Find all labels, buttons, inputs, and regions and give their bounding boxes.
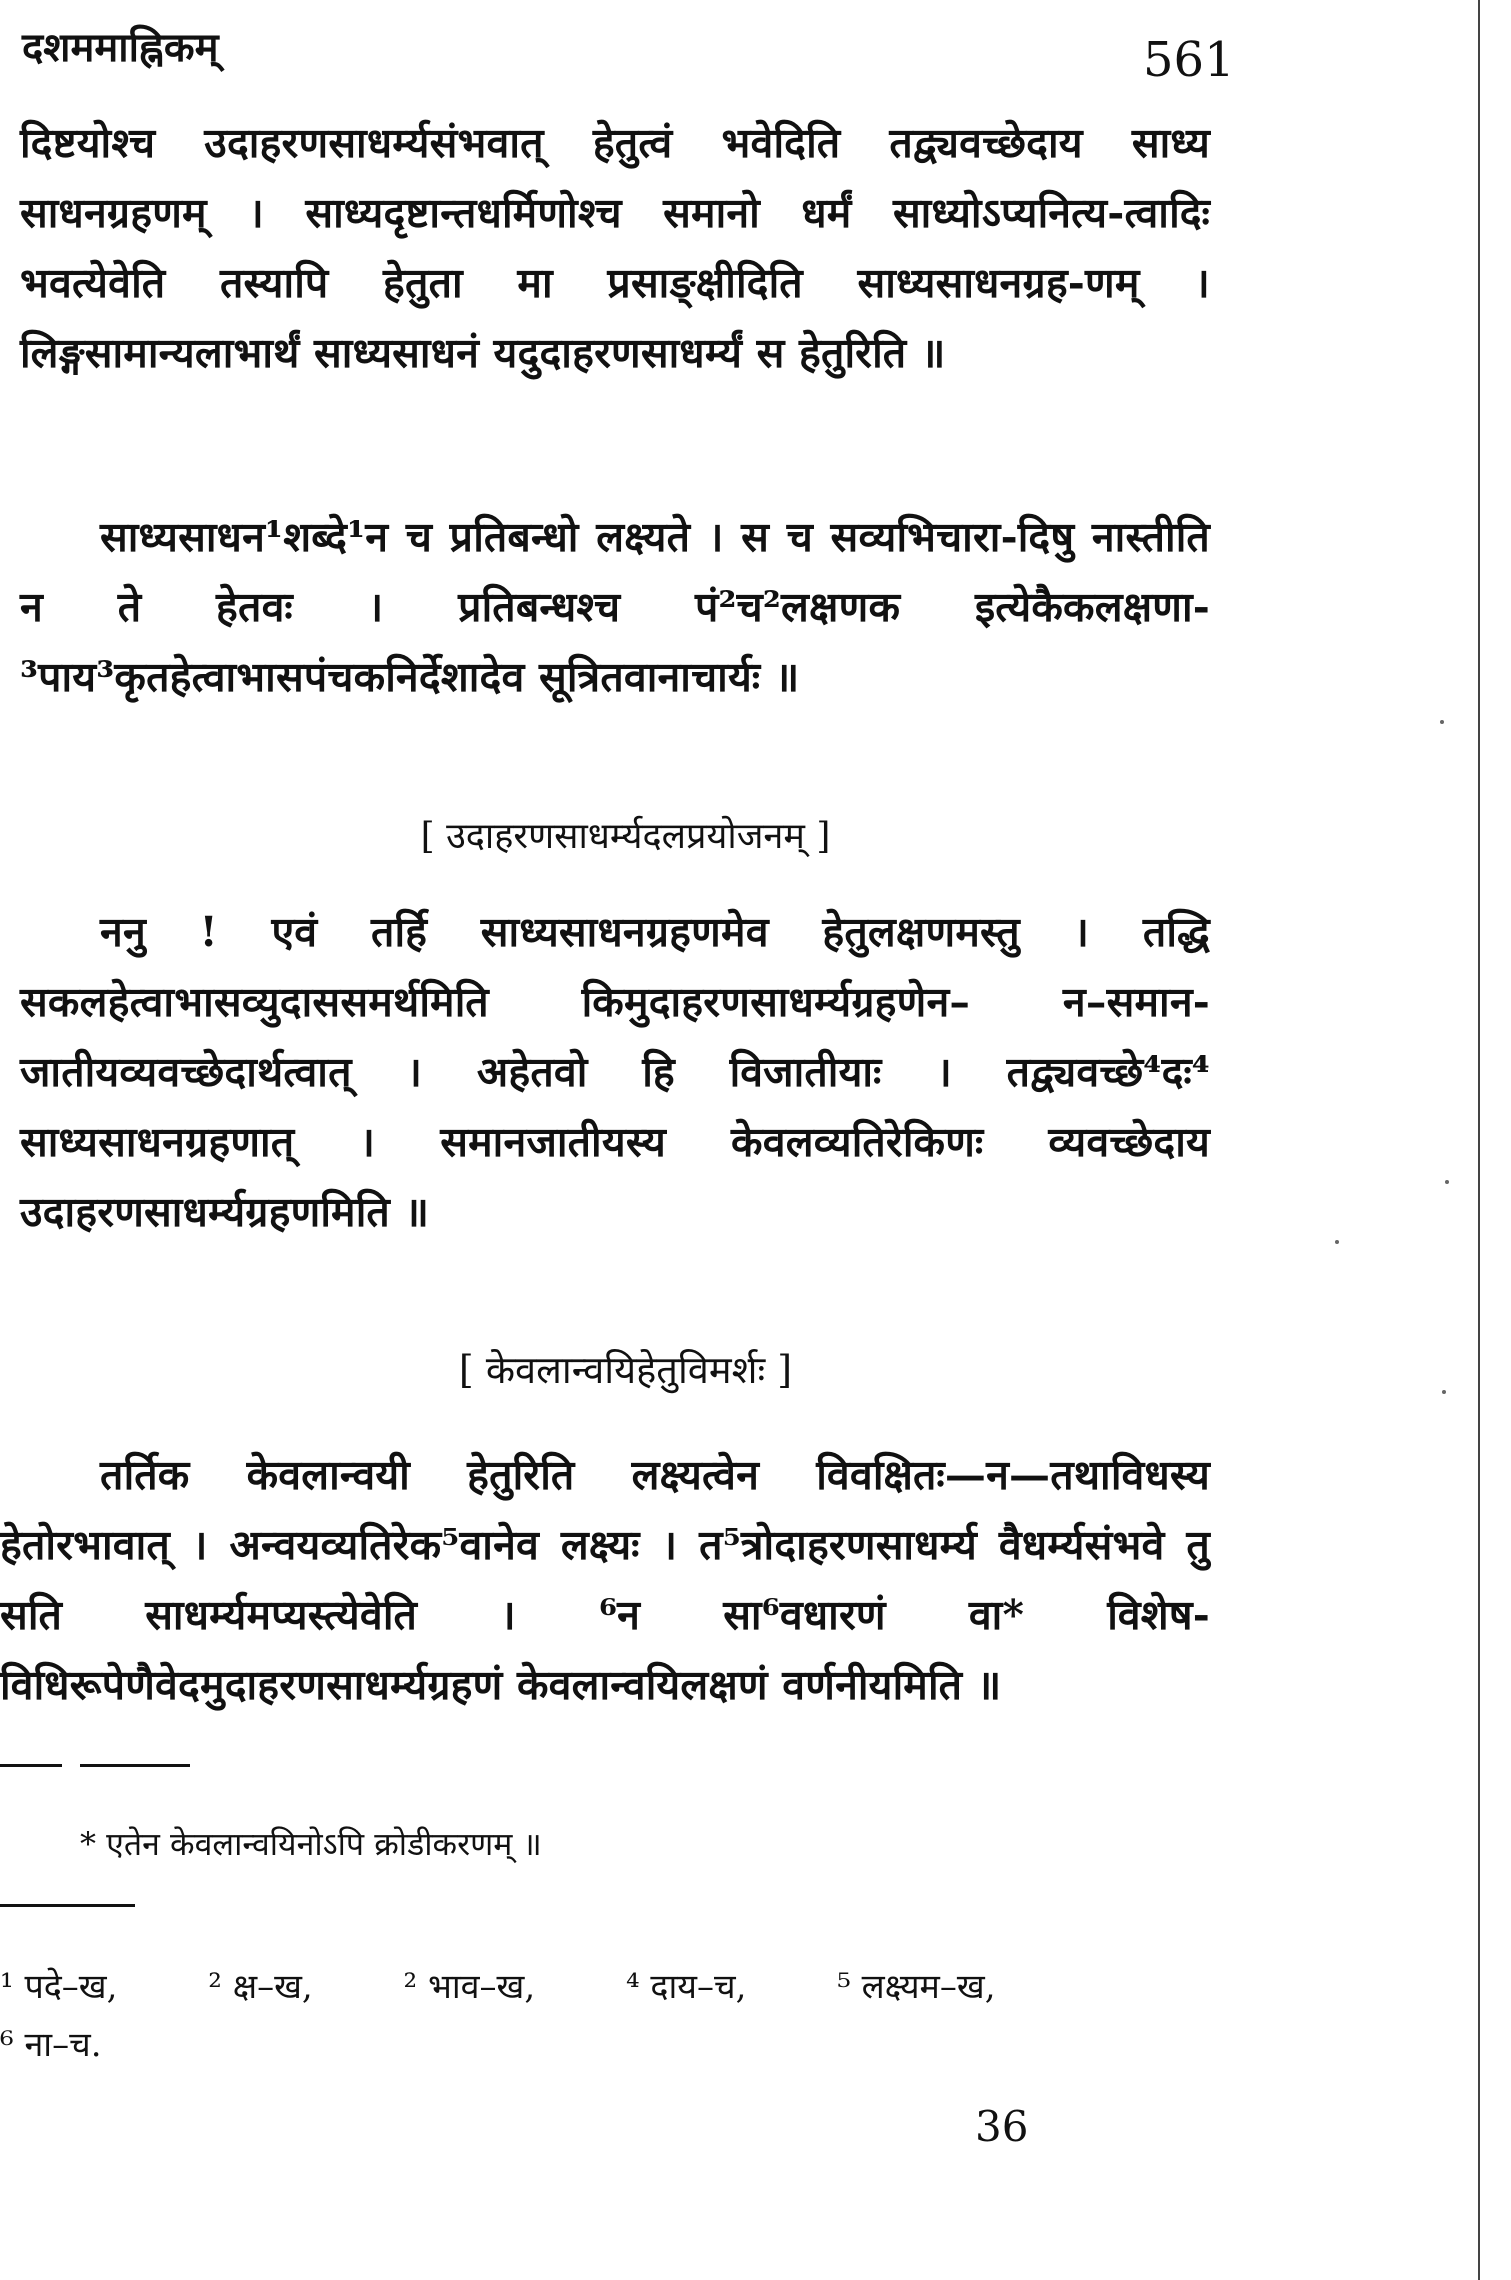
paragraph-2: साध्यसाधन¹शब्दे¹न च प्रतिबन्धो लक्ष्यते । स च सव्यभिचारा-दिषु नास्तीति न ते हेतवः । प्रतिबन्धश्च पं²च²लक्षणक इत्येकैकलक्षणा-³पाय³कृतहेत्वाभासपंचकनिर्देशादेव सूत्रितवानाचार्यः ॥ [20, 513, 1210, 701]
variant-notes-rule [0, 1904, 135, 1907]
scan-speck [1440, 720, 1444, 724]
section-heading-1: [ उदाहरणसाधर्म्यदलप्रयोजनम् ] [420, 816, 831, 857]
paragraph-3: ननु ! एवं तर्हि साध्यसाधनग्रहणमेव हेतुलक्षणमस्तु । तद्धि सकलहेत्वाभासव्युदाससमर्थमिति किमुदाहरणसाधर्म्यग्रहणेन– न–समान-जातीयव्यवच्छेदार्थत्वात् । अहेतवो हि विजातीयाः । तद्व्यवच्छे⁴दः⁴ साध्यसाधनग्रहणात् । समानजातीयस्य केवलव्यतिरेकिणः व्यवच्छेदाय उदाहरणसाधर्म्यग्रहणमिति ॥ [20, 908, 1210, 1236]
variant-note: ⁵ लक्ष्यम–ख, [837, 1967, 996, 2007]
variant-note: ⁶ ना–च. [0, 2025, 102, 2065]
star-footnote: * एतेन केवलान्वयिनोऽपि क्रोडीकरणम् ॥ [80, 1825, 542, 1863]
variant-note: ² भाव–ख, [403, 1967, 536, 2007]
variant-note: ² क्ष–ख, [208, 1967, 313, 2007]
scan-speck [1445, 1180, 1449, 1184]
footnote-rule-short [0, 1764, 62, 1767]
scan-edge-line [1478, 0, 1480, 2280]
scan-speck [1335, 1240, 1339, 1244]
variant-readings [0, 1958, 1100, 2074]
variant-note: ⁴ दाय–च, [625, 1967, 747, 2007]
section-heading-2: [ केवलान्वयिहेतुविमर्शः ] [458, 1348, 793, 1392]
variant-note: ¹ पदे–ख, [0, 1967, 118, 2007]
paragraph-4: तर्तिक केवलान्वयी हेतुरिति लक्ष्यत्वेन विवक्षितः—न—तथाविधस्य हेतोरभावात् । अन्वयव्यतिरेक⁵वानेव लक्ष्यः । त⁵त्रोदाहरणसाधर्म्य वैधर्म्यसंभवे तु सति साधर्म्यमप्यस्त्येवेति । ⁶न सा⁶वधारणं वा* विशेष-विधिरूपेणैवेदमुदाहरणसाधर्म्यग्रहणं केवलान्वयिलक्षणं वर्णनीयमिति ॥ [0, 1451, 1210, 1709]
scan-speck [1442, 1390, 1446, 1394]
paragraph-1: दिष्टयोश्च उदाहरणसाधर्म्यसंभवात् हेतुत्वं भवेदिति तद्व्यवच्छेदाय साध्य साधनग्रहणम् । साध्यदृष्टान्तधर्मिणोश्च समानो धर्मं साध्योऽप्यनित्य-त्वादिः भवत्येवेति तस्यापि हेतुता मा प्रसाङ्क्षीदिति साध्यसाधनग्रह-णम् । लिङ्गसामान्यलाभार्थं साध्यसाधनं यदुदाहरणसाधर्म्यं स हेतुरिति ॥ [20, 119, 1210, 377]
footnote-rule-short-2 [80, 1764, 190, 1767]
page-number: 561 [1143, 32, 1235, 88]
running-header-title: दशममाह्निकम् [22, 24, 219, 71]
folio-signature: 36 [975, 2102, 1029, 2151]
